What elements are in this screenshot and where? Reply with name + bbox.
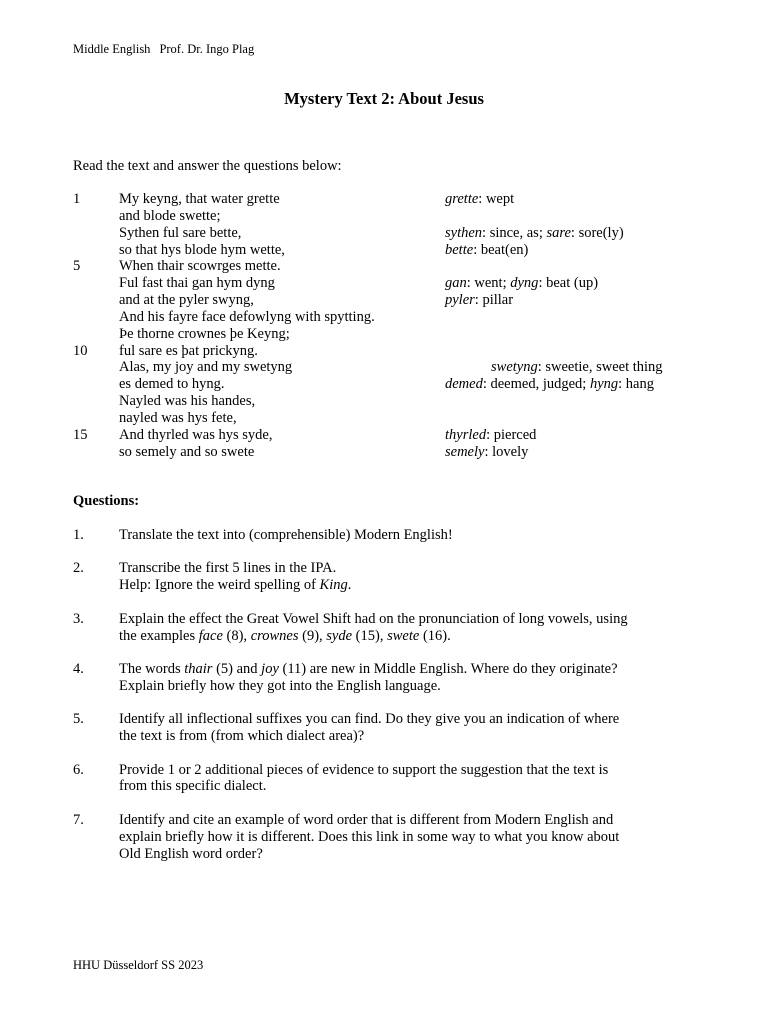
question-text [119, 611, 699, 645]
poem-line [0, 208, 768, 225]
line-text: es demed to hyng. [119, 376, 225, 393]
question-number: 5. [73, 711, 84, 728]
text-run: (9), [298, 627, 327, 644]
question-line [119, 728, 699, 745]
text-run: (16). [419, 627, 451, 644]
question-line [119, 661, 699, 678]
poem-line [0, 410, 768, 427]
text-run: Explain briefly how they got into the English language. [119, 677, 441, 694]
text-run: : beat(en) [473, 241, 529, 258]
question-text [119, 711, 699, 745]
line-text: My keyng, that water grette [119, 191, 280, 207]
text-run: (8), [222, 627, 251, 644]
text-run: : since, as; [482, 224, 547, 241]
text-run: : hang [618, 376, 654, 393]
text-run: : went; [466, 275, 511, 292]
text-run: : sore(ly) [570, 224, 624, 241]
text-run: Help: Ignore the weird spelling of [119, 577, 320, 594]
poem-line [0, 225, 768, 242]
poem-line [0, 191, 768, 208]
poem-line [0, 343, 768, 360]
poem-line [0, 326, 768, 343]
line-number: 1 [73, 191, 81, 207]
text-run: from this specific dialect. [119, 778, 267, 795]
italic-term: swetyng [491, 359, 538, 376]
italic-term: dyng [510, 275, 539, 292]
question-line [119, 846, 699, 863]
question-number: 1. [73, 527, 84, 543]
line-text: nayled was hys fete, [119, 409, 237, 426]
italic-term: bette [445, 241, 474, 258]
italic-term: joy [261, 661, 279, 678]
line-text: so semely and so swete [119, 443, 255, 460]
italic-term: face [198, 627, 223, 644]
text-run: (11) are new in Middle English. Where do they originate? [278, 661, 618, 678]
poem-line [0, 258, 768, 275]
italic-term: grette [445, 191, 479, 207]
questions-heading: Questions: [73, 493, 140, 509]
page-header [73, 42, 254, 57]
question-number: 2. [73, 560, 84, 577]
question-line [119, 812, 699, 829]
italic-term: gan [445, 275, 467, 292]
line-text: so that hys blode hym wette, [119, 241, 285, 258]
line-number: 15 [73, 426, 88, 443]
gloss [445, 275, 598, 292]
poem-text [0, 191, 768, 461]
question-line [119, 829, 699, 846]
text-run: : sweetie, sweet thing [537, 359, 663, 376]
poem-line [0, 427, 768, 444]
line-text: Þe thorne crownes þe Keyng; [119, 325, 290, 342]
text-run: Provide 1 or 2 additional pieces of evidence to support the suggestion that the text is [119, 761, 609, 778]
gloss [445, 444, 528, 461]
poem-line [0, 242, 768, 259]
question-text [119, 812, 699, 863]
italic-term: semely [445, 443, 485, 460]
line-text: Sythen ful sare bette, [119, 224, 242, 241]
question-number: 4. [73, 661, 84, 678]
italic-term: syde [326, 627, 353, 644]
text-run: the text is from (from which dialect area)? [119, 728, 365, 745]
italic-term: demed [445, 376, 483, 393]
question-line [119, 678, 699, 695]
italic-term: pyler [445, 292, 475, 309]
text-run: the examples [119, 627, 199, 644]
gloss [445, 242, 528, 259]
text-run: explain briefly how it is different. Does this link in some way to what you know about [119, 828, 620, 845]
question-text [119, 661, 699, 695]
question-line [119, 778, 699, 795]
poem-line [0, 359, 768, 376]
line-text: ful sare es þat prickyng. [119, 342, 258, 359]
text-run: : deemed, judged; [482, 376, 590, 393]
text-run: The words [119, 661, 185, 678]
poem-line [0, 309, 768, 326]
question-line [119, 711, 699, 728]
line-text: and at the pyler swyng, [119, 292, 254, 309]
italic-term: sare [546, 224, 571, 241]
page-title: Mystery Text 2: About Jesus [284, 89, 484, 108]
line-text: Ful fast thai gan hym dyng [119, 275, 275, 292]
line-text: and blode swette; [119, 207, 221, 224]
line-text: Nayled was his handes, [119, 393, 256, 410]
poem-line [0, 393, 768, 410]
question-number: 3. [73, 610, 84, 627]
lecturer-name: Prof. Dr. Ingo Plag [159, 42, 255, 56]
question-text [119, 762, 699, 796]
gloss [491, 359, 663, 376]
gloss [445, 191, 514, 208]
text-run: Explain the effect the Great Vowel Shift had on the pronunciation of long vowels, using [119, 610, 628, 627]
course-name: Middle English [73, 42, 151, 56]
line-text: Alas, my joy and my swetyng [119, 359, 293, 376]
poem-line [0, 444, 768, 461]
italic-term: thair [184, 661, 213, 678]
text-run: Translate the text into (comprehensible) Modern English! [119, 527, 453, 543]
text-run: Old English word order? [119, 845, 263, 862]
poem-line [0, 292, 768, 309]
question-number: 7. [73, 811, 84, 828]
instructions: Read the text and answer the questions below: [73, 158, 342, 174]
gloss [445, 376, 654, 393]
question-line [119, 527, 699, 544]
italic-term: hyng [589, 376, 619, 393]
text-run: : beat (up) [538, 275, 599, 292]
italic-term: thyrled [445, 426, 487, 443]
text-run: Transcribe the first 5 lines in the IPA. [119, 560, 337, 577]
italic-term: crownes [250, 627, 299, 644]
poem-line [0, 376, 768, 393]
italic-term: swete [387, 627, 420, 644]
text-run: Identify and cite an example of word order that is different from Modern English and [119, 811, 614, 828]
poem-line [0, 275, 768, 292]
gloss [445, 225, 624, 242]
text-run: : pillar [474, 292, 514, 309]
italic-term: King [319, 577, 348, 594]
question-text [119, 527, 699, 544]
question-line [119, 628, 699, 645]
text-run: (5) and [212, 661, 262, 678]
question-line [119, 577, 699, 594]
line-number: 10 [73, 342, 88, 359]
italic-term: sythen [445, 224, 483, 241]
text-run: : lovely [484, 443, 529, 460]
page-footer: HHU Düsseldorf SS 2023 [73, 958, 204, 972]
text-run: : wept [478, 191, 515, 207]
line-text: And his fayre face defowlyng with spytting. [119, 308, 375, 325]
line-number: 5 [73, 258, 81, 275]
text-run: Identify all inflectional suffixes you can find. Do they give you an indication of where [119, 711, 620, 728]
gloss [445, 427, 536, 444]
gloss [445, 292, 513, 309]
text-run: (15), [352, 627, 388, 644]
question-line [119, 611, 699, 628]
line-text: And thyrled was hys syde, [119, 426, 273, 443]
question-number: 6. [73, 761, 84, 778]
text-run: : pierced [486, 426, 537, 443]
line-text: When thair scowrges mette. [119, 258, 281, 275]
text-run: . [347, 577, 352, 594]
question-line [119, 560, 699, 577]
question-line [119, 762, 699, 779]
question-text [119, 560, 699, 594]
